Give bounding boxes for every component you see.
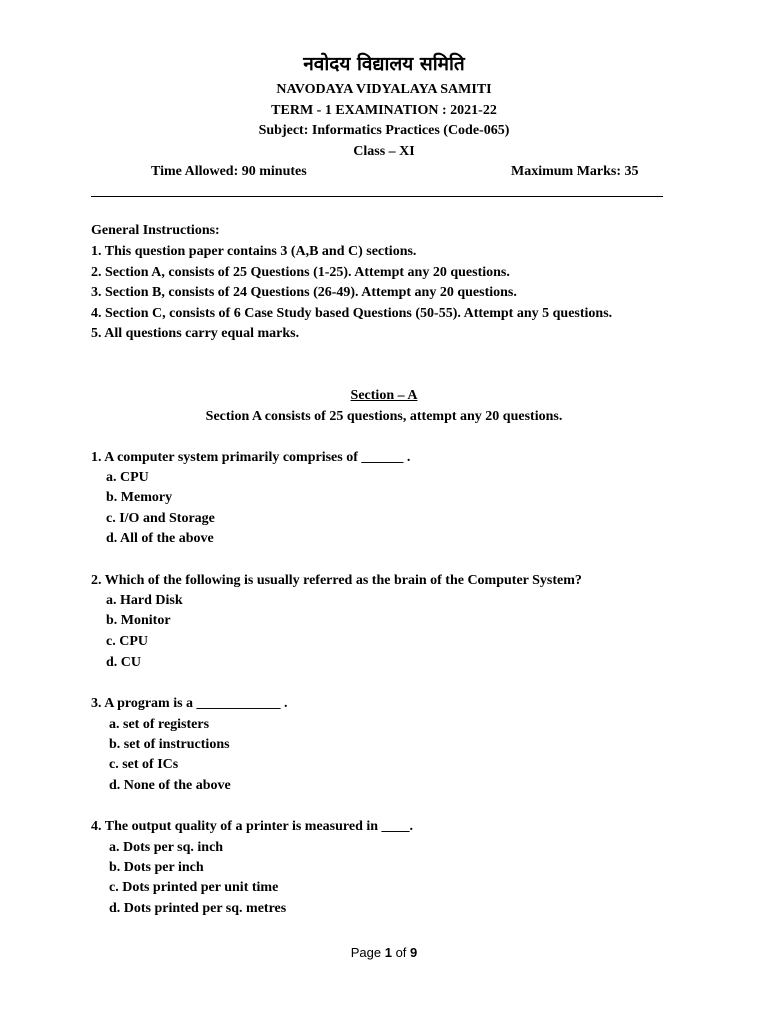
subject-line: Subject: Informatics Practices (Code-065) <box>258 123 510 138</box>
option: b. Memory <box>106 490 173 505</box>
option: b. set of instructions <box>109 737 230 752</box>
option: a. Dots per sq. inch <box>109 840 224 855</box>
page-number: 1 <box>384 945 392 960</box>
question-text: 2. Which of the following is usually referred as the brain of the Computer System? <box>91 573 582 588</box>
section-subtitle: Section A consists of 25 questions, attempt any 20 questions. <box>205 409 563 424</box>
option: a. set of registers <box>109 717 210 732</box>
header-divider <box>91 196 663 197</box>
option: c. Dots printed per unit time <box>109 880 279 895</box>
section-title: Section – A <box>350 388 418 403</box>
option: b. Dots per inch <box>109 860 204 875</box>
time-allowed: Time Allowed: 90 minutes <box>151 164 307 179</box>
of-label: of <box>395 945 407 960</box>
instruction-item: 4. Section C, consists of 6 Case Study based Questions (50-55). Attempt any 5 questions. <box>91 306 613 321</box>
exam-title: TERM - 1 EXAMINATION : 2021-22 <box>271 103 497 118</box>
option: a. CPU <box>106 470 149 485</box>
option: c. set of ICs <box>109 757 179 772</box>
question-text: 4. The output quality of a printer is measured in ____. <box>91 819 414 834</box>
page-footer <box>0 945 768 960</box>
instruction-item: 2. Section A, consists of 25 Questions (1-25). Attempt any 20 questions. <box>91 265 510 280</box>
option: c. CPU <box>106 634 148 649</box>
org-name: NAVODAYA VIDYALAYA SAMITI <box>276 82 492 97</box>
option: b. Monitor <box>106 613 171 628</box>
question-text: 3. A program is a ____________ . <box>91 696 288 711</box>
page-total: 9 <box>410 945 418 960</box>
instruction-item: 1. This question paper contains 3 (A,B and C) sections. <box>91 244 417 259</box>
instruction-item: 5. All questions carry equal marks. <box>91 326 300 341</box>
instructions-heading: General Instructions: <box>91 223 220 238</box>
option: d. Dots printed per sq. metres <box>109 901 287 916</box>
option: a. Hard Disk <box>106 593 183 608</box>
instruction-item: 3. Section B, consists of 24 Questions (26-49). Attempt any 20 questions. <box>91 285 517 300</box>
option: d. All of the above <box>106 531 214 546</box>
page-label: Page <box>350 945 382 960</box>
option: d. None of the above <box>109 778 231 793</box>
maximum-marks: Maximum Marks: 35 <box>511 164 639 179</box>
option: d. CU <box>106 655 142 670</box>
hindi-title: नवोदय विद्यालय समिति <box>303 53 465 75</box>
question-text: 1. A computer system primarily comprises of ______ . <box>91 450 411 465</box>
section-title-wrap <box>0 388 768 404</box>
class-line: Class – XI <box>353 144 415 159</box>
option: c. I/O and Storage <box>106 511 215 526</box>
